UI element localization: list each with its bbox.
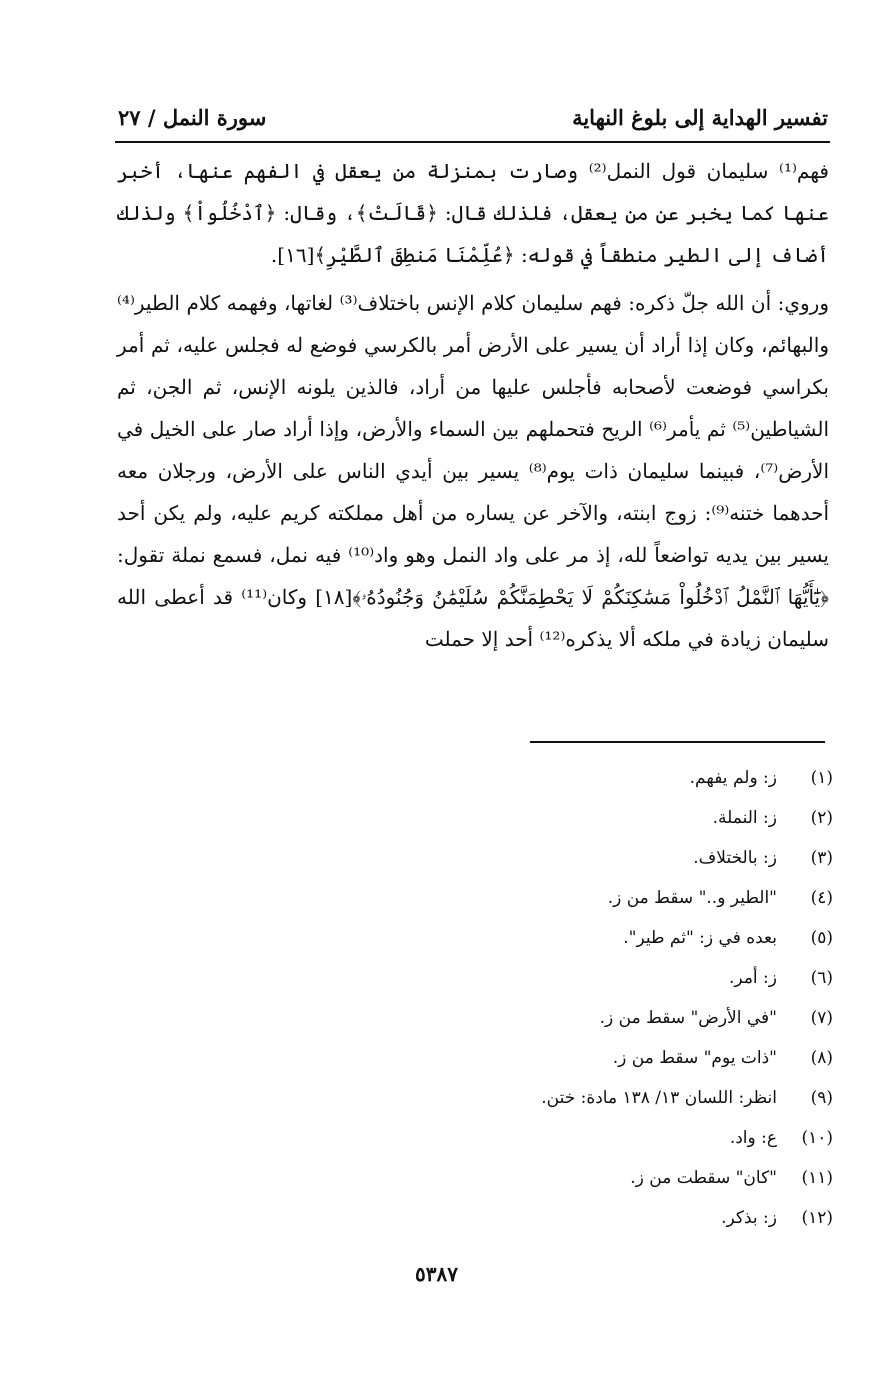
footnote-item — [433, 1038, 833, 1078]
footnote-item — [433, 998, 833, 1038]
footnote-item — [433, 798, 833, 838]
footnote-number: (٨) — [810, 1048, 833, 1068]
header-rule — [115, 141, 830, 143]
footnote-text: ز: النملة. — [712, 808, 777, 828]
footnote-number: (٣) — [810, 848, 833, 868]
surah-label: سورة النمل / ٢٧ — [118, 105, 267, 130]
footnote-text: انظر: اللسان ١٣/ ١٣٨ مادة: ختن. — [541, 1088, 777, 1108]
page-number: ٥٣٨٧ — [415, 1262, 458, 1286]
footnote-item — [433, 1158, 833, 1198]
main-text — [117, 150, 829, 666]
paragraph-1: فهم⁽¹⁾ سليمان قول النمل⁽²⁾ وصارت بمنزلة من يعقل في الفهم عنها، أخبر عنها كما يخبر عن من يعقل، فلذلك قال: ﴿قَالَتْ﴾، وقال: ﴿ٱدْخُلُواْ﴾ ولذلك أضاف إلى الطير منطقاً في قوله: ﴿عُلِّمْنَا مَنطِقَ ٱلطَّيْرِ﴾[١٦]. — [117, 159, 829, 267]
footnote-number: (٤) — [810, 888, 833, 908]
footnote-number: (١٠) — [801, 1128, 833, 1148]
footnote-rule — [530, 741, 825, 743]
footnote-text: ز: بذكر. — [721, 1208, 777, 1228]
footnote-text: بعده في ز: "ثم طير". — [623, 928, 777, 948]
book-title: تفسير الهداية إلى بلوغ النهاية — [572, 105, 828, 130]
footnote-item — [433, 1198, 833, 1238]
footnote-text: ز: ولم يفهم. — [689, 768, 777, 788]
footnote-item — [433, 958, 833, 998]
footnote-item — [433, 758, 833, 798]
footnote-number: (٥) — [810, 928, 833, 948]
running-header — [118, 92, 828, 130]
footnote-number: (١١) — [801, 1168, 833, 1188]
footnote-number: (٧) — [810, 1008, 833, 1028]
paragraph-2: وروي: أن الله جلّ ذكره: فهم سليمان كلام الإنس باختلاف⁽³⁾ لغاتها، وفهمه كلام الطير⁽⁴⁾ والبهائم، وكان إذا أراد أن يسير على الأرض أمر بالكرسي فوضع له فجلس عليه، ثم أمر بكراسي فوضعت لأصحابه فأجلس عليها من أراد، فالذين يلونه الإنس، ثم الجن، ثم الشياطين⁽⁵⁾ ثم يأمر⁽⁶⁾ الريح فتحملهم بين السماء والأرض، وإذا أراد صار على الخيل في الأرض⁽⁷⁾، فبينما سليمان ذات يوم⁽⁸⁾ يسير بين أيدي الناس على الأرض، ورجلان معه أحدهما ختنه⁽⁹⁾: زوج ابنته، والآخر عن يساره من أهل مملكته كريم عليه، ولم يكن أحد يسير بين يديه تواضعاً لله، إذ مر على واد النمل وهو واد⁽¹⁰⁾ فيه نمل، فسمع نملة تقول: ﴿يَٰٓأَيُّهَا ٱلنَّمْلُ ٱدْخُلُواْ مَسَٰكِنَكُمْ لَا يَحْطِمَنَّكُمْ سُلَيْمَٰنُ وَجُنُودُهُۥ﴾[١٨] وكان⁽¹¹⁾ قد أعطى الله سليمان زيادة في ملكه ألا يذكره⁽¹²⁾ أحد إلا حملت — [117, 291, 830, 651]
footnote-text: "كان" سقطت من ز. — [630, 1168, 777, 1188]
footnote-text: "الطير و.." سقط من ز. — [607, 888, 777, 908]
footnote-text: ز: أمر. — [729, 968, 777, 988]
footnote-number: (٦) — [810, 968, 833, 988]
footnote-item — [433, 1078, 833, 1118]
footnote-item — [433, 838, 833, 878]
footnote-item — [433, 1118, 833, 1158]
footnote-number: (١) — [810, 768, 833, 788]
footnote-number: (١٢) — [801, 1208, 833, 1228]
footnote-text: "في الأرض" سقط من ز. — [599, 1008, 777, 1028]
footnote-number: (٩) — [810, 1088, 833, 1108]
footnotes-list — [433, 758, 833, 1238]
footnote-item — [433, 878, 833, 918]
footnote-number: (٢) — [810, 808, 833, 828]
footnote-item — [433, 918, 833, 958]
footnote-text: "ذات يوم" سقط من ز. — [612, 1048, 777, 1068]
footnote-text: ع: واد. — [729, 1128, 777, 1148]
footnote-text: ز: بالختلاف. — [693, 848, 777, 868]
